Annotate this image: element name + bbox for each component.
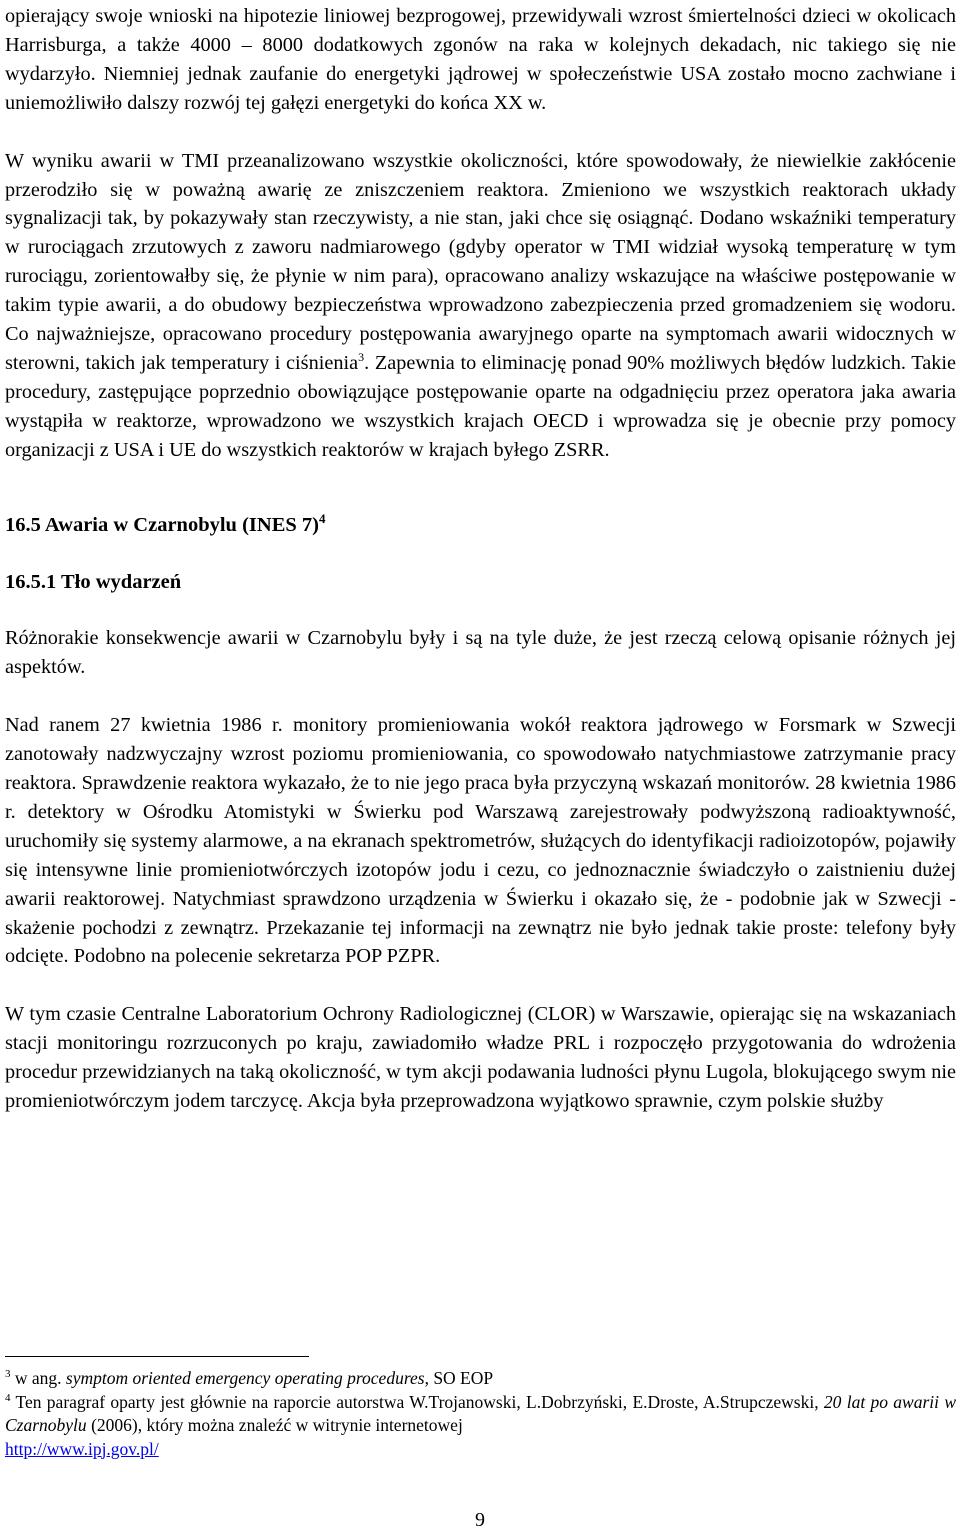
footnote-4	[5, 1391, 956, 1462]
section-heading	[5, 511, 956, 540]
footnote-separator	[5, 1356, 309, 1357]
page-number: 9	[475, 1509, 485, 1531]
paragraph-detection: Nad ranem 27 kwietnia 1986 r. monitory promieniowania wokół reaktora jądrowego w Forsmark w Szwecji zanotowały nadzwyczajny wzrost poziomu promieniowania, co spowodowało natychmiastowe zatrzymanie pracy reaktora. Sprawdzenie reaktora wykazało, że to nie jego praca była przyczyną wskazań monitorów. 28 kwietnia 1986 r. detektory w Ośrodku Atomistyki w Świerku pod Warszawą zarejestrowały podwyższoną radioaktywność, uruchomiły się systemy alarmowe, a na ekranach spektrometrów, służących do identyfikacji radioizotopów, pojawiły się intensywne linie promieniotwórczych izotopów jodu i cezu, co jednoznacznie świadczyło o zaistnieniu dużej awarii reaktorowej. Natychmiast sprawdzono urządzenia w Świerku i okazało się, że - podobnie jak w Szwecji - skażenie pochodzi z zewnątrz. Przekazanie tej informacji na zewnątrz nie było jednak takie proste: telefony były odcięte. Podobno na polecenie sekretarza POP PZPR.	[5, 714, 956, 968]
paragraph-text: W wyniku awarii w TMI przeanalizowano wszystkie okoliczności, które spowodowały, że niewielkie zakłócenie przerodziło się w poważną awarię ze zniszczeniem reaktora. Zmieniono we wszystkich reaktorach układy sygnalizacji tak, by pokazywały stan rzeczywisty, a nie stan, jaki chce się osiągnąć. Dodano wskaźniki temperatury w rurociągach zrzutowych z zaworu nadmiarowego (gdyby operator w TMI widział wysoką temperaturę w tym rurociągu, zorientowałby się, że płynie w nim para), opracowano analizy wskazujące na właściwe postępowanie w takim typie awarii, a do obudowy bezpieczeństwa wprowadzono zabezpieczenia przed gromadzeniem się wodoru. Co najważniejsze, opracowano procedury postępowania awaryjnego oparte na symptomach awarii widocznych w sterowni, takich jak temperatury i ciśnienia	[5, 149, 956, 374]
footnote-mark: 3	[5, 1368, 11, 1381]
paragraph-chernobyl-intro: Różnorakie konsekwencje awarii w Czarnobylu były i są na tyle duże, że jest rzeczą celową opisanie różnych jej aspektów.	[5, 627, 956, 679]
footnote-3	[5, 1367, 956, 1391]
footnotes	[5, 1367, 956, 1461]
subsection-heading: 16.5.1 Tło wydarzeń	[5, 570, 182, 593]
paragraph-clor: W tym czasie Centralne Laboratorium Ochrony Radiologicznej (CLOR) w Warszawie, opierając się na wskazaniach stacji monitoringu rozrzuconych po kraju, zawiadomiło władze PRL i rozpoczęło przygotowania do wdrożenia procedur przewidzianych na taką okoliczność, w tym akcji podawania ludności płynu Lugola, blokującego swym nie promieniotwórczym jodem tarczycę. Akcja była przeprowadzona wyjątkowo sprawnie, czym polskie służby	[5, 1003, 956, 1113]
document-body	[5, 2, 956, 1116]
paragraph-tmi-consequences: opierający swoje wnioski na hipotezie liniowej bezprogowej, przewidywali wzrost śmiertelności dzieci w okolicach Harrisburga, a także 4000 – 8000 dodatkowych zgonów na raka w kolejnych dekadach, nic takiego się nie wydarzyło. Niemniej jednak zaufanie do energetyki jądrowej w społeczeństwie USA zostało mocno zachwiane i uniemożliwiło dalszy rozwój tej gałęzi energetyki do końca XX w.	[5, 5, 956, 114]
footnote-mark: 4	[5, 1391, 11, 1404]
footnote-ref-3[interactable]: 3	[358, 350, 365, 365]
ipj-website-link[interactable]: http://www.ipj.gov.pl/	[5, 1438, 159, 1459]
footnote-italic: 20 lat po awarii w Czarnobylu	[5, 1391, 957, 1435]
section-heading-text: 16.5 Awaria w Czarnobylu (INES 7)	[5, 513, 319, 536]
footnote-ref-4[interactable]: 4	[318, 510, 326, 526]
footnote-italic: symptom oriented emergency operating procedures	[65, 1368, 425, 1388]
footnote-text: (2006), który można znaleźć w witrynie internetowej	[86, 1415, 463, 1435]
paragraph-tmi-lessons	[5, 147, 956, 465]
footnote-text: w ang.	[10, 1368, 66, 1388]
footnote-text: Ten paragraf oparty jest głównie na raporcie autorstwa W.Trojanowski, L.Dobrzyński, E.Droste, A.Strupczewski,	[10, 1391, 824, 1412]
paragraph-text: . Zapewnia to eliminację ponad 90% możliwych błędów ludzkich. Takie procedury, zastępujące poprzednio obowiązujące postępowanie oparte na odgadnięciu przez operatora jaka awaria wystąpiła w reaktorze, wprowadzono we wszystkich krajach OECD i wprowadza się je obecnie przy pomocy organizacji z USA i UE do wszystkich reaktorów w krajach byłego ZSRR.	[5, 351, 956, 461]
footnote-text: , SO EOP	[424, 1368, 494, 1388]
